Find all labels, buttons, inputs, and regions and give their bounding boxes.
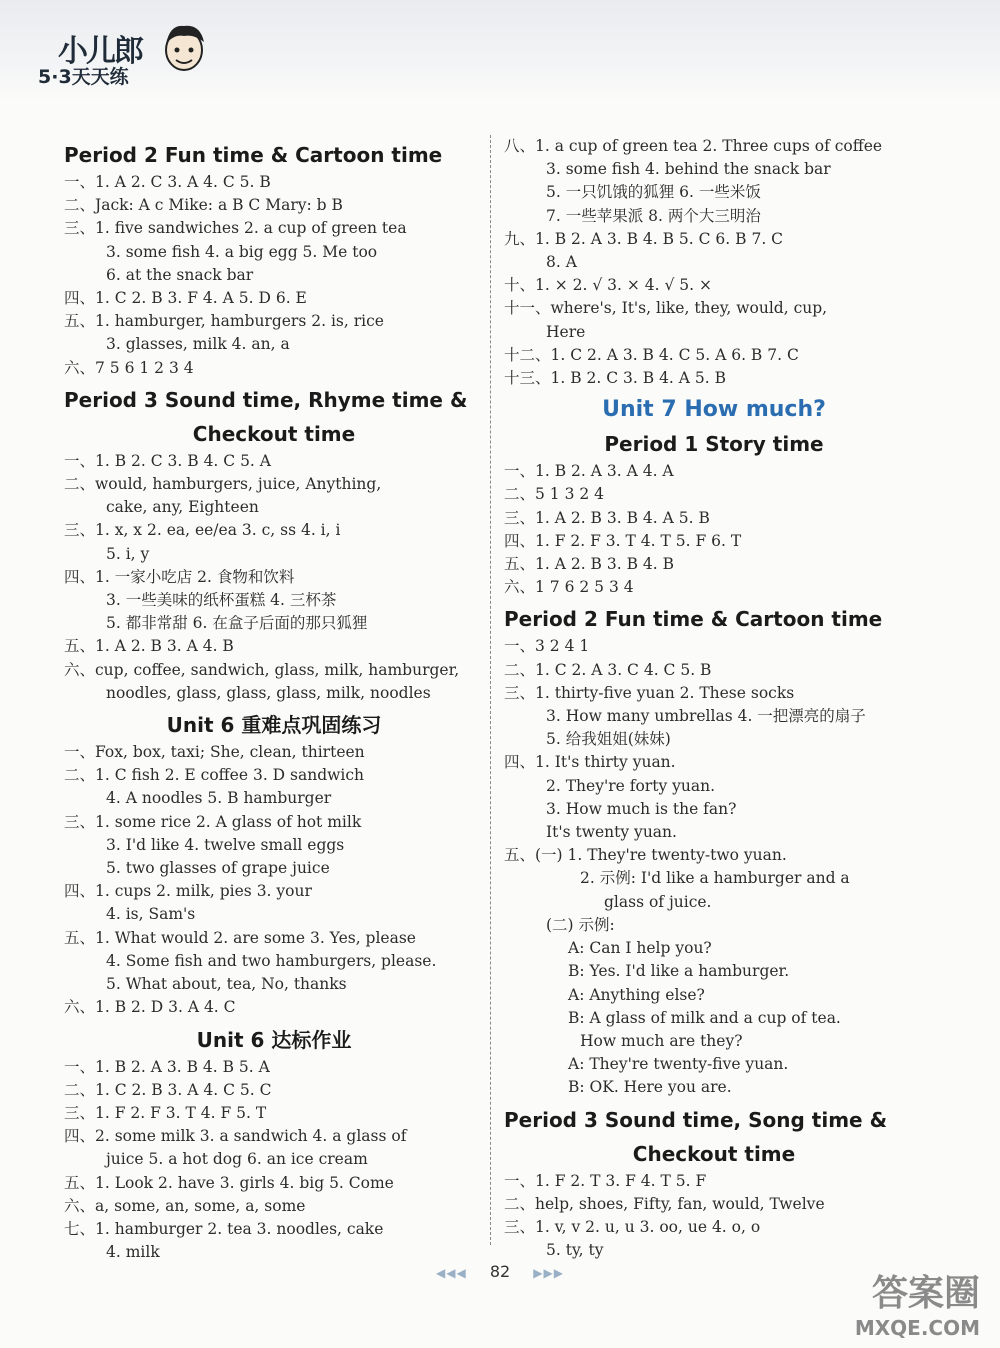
answer-line: B: OK. Here you are. [568, 1078, 732, 1097]
answer-line: 五、1. hamburger, hamburgers 2. is, rice [64, 312, 384, 331]
answer-line: 4. A noodles 5. B hamburger [106, 789, 332, 808]
answer-line: 一、1. A 2. C 3. A 4. C 5. B [64, 173, 271, 191]
watermark-site: MXQE.COM [854, 1316, 980, 1340]
answer-line: 3. I'd like 4. twelve small eggs [106, 835, 345, 854]
watermark [855, 1265, 980, 1340]
answer-line: It's twenty yuan. [546, 823, 677, 842]
answer-line: 二、1. C fish 2. E coffee 3. D sandwich [64, 766, 365, 785]
answer-line: glass of juice. [604, 892, 712, 911]
answer-line: (二) 示例: [546, 915, 615, 934]
answer-line: 4. milk [106, 1243, 160, 1262]
answer-line: 3. glasses, milk 4. an, a [106, 335, 290, 354]
answer-line: 三、1. five sandwiches 2. a cup of green tea [64, 219, 407, 238]
answer-line: 8. A [546, 253, 577, 272]
answer-line: juice 5. a hot dog 6. an ice cream [106, 1150, 368, 1169]
answer-line: 5. 都非常甜 6. 在盒子后面的那只狐狸 [106, 614, 368, 633]
section-heading: Unit 7 How much? [602, 397, 826, 423]
answer-line: B: Yes. I'd like a hamburger. [568, 962, 790, 981]
answer-line: 十三、1. B 2. C 3. B 4. A 5. B [504, 369, 727, 388]
section-heading: Period 2 Fun time & Cartoon time [64, 143, 443, 167]
answer-line: 一、1. F 2. T 3. F 4. T 5. F [504, 1171, 707, 1190]
answer-line: 七、1. hamburger 2. tea 3. noodles, cake [64, 1219, 384, 1238]
page-number: 82 [489, 1262, 511, 1281]
section-heading: Unit 6 重难点巩固练习 [166, 713, 382, 738]
answer-line: 一、1. B 2. A 3. B 4. B 5. A [64, 1057, 270, 1076]
section-heading: Period 2 Fun time & Cartoon time [504, 607, 883, 632]
answer-line: 十二、1. C 2. A 3. B 4. C 5. A 6. B 7. C [504, 345, 799, 364]
answer-line: 5. 给我姐姐(妹妹) [546, 730, 671, 749]
answer-line: 3. some fish 4. a big egg 5. Me too [106, 242, 378, 261]
answer-line: cake, any, Eighteen [106, 498, 259, 517]
answer-line: 三、1. A 2. B 3. B 4. A 5. B [504, 508, 710, 527]
answer-line: How much are they? [580, 1031, 743, 1050]
section-heading: Checkout time [192, 421, 356, 446]
answer-line: 3. 一些美味的纸杯蛋糕 4. 三杯茶 [106, 591, 337, 610]
answer-line: 三、1. thirty-five yuan 2. These socks [504, 683, 795, 702]
answer-line: 八、1. a cup of green tea 2. Three cups of coffee [504, 137, 883, 155]
answer-line: 五、1. What would 2. are some 3. Yes, please [64, 928, 416, 947]
answer-line: 五、1. A 2. B 3. A 4. B [64, 637, 234, 656]
answer-line: 四、1. cups 2. milk, pies 3. your [64, 882, 312, 901]
answer-line: 六、a, some, an, some, a, some [64, 1196, 306, 1215]
answer-line: 五、1. A 2. B 3. B 4. B [504, 555, 675, 574]
answer-line: 四、1. F 2. F 3. T 4. T 5. F 6. T [504, 531, 742, 550]
answer-line: 一、3 2 4 1 [504, 637, 590, 656]
answer-line: 一、1. B 2. A 3. A 4. A [504, 462, 674, 481]
page-footer [0, 1262, 1000, 1281]
answer-line: A: Anything else? [568, 985, 705, 1004]
answer-line: 四、1. C 2. B 3. F 4. A 5. D 6. E [64, 289, 307, 308]
answer-line: 4. is, Sam's [106, 905, 196, 924]
series-name: 5·3天天练 [38, 66, 129, 88]
prev-arrows-icon: ◀◀◀ [436, 1266, 467, 1280]
answer-line: Here [546, 322, 586, 341]
answer-line: noodles, glass, glass, glass, milk, noodles [106, 683, 431, 702]
answer-line: 二、5 1 3 2 4 [504, 485, 605, 504]
answer-line: 2. They're forty yuan. [546, 776, 716, 795]
answer-line: 二、1. C 2. B 3. A 4. C 5. C [64, 1080, 272, 1099]
answer-line: 九、1. B 2. A 3. B 4. B 5. C 6. B 7. C [504, 229, 784, 248]
answer-line: 三、1. some rice 2. A glass of hot milk [64, 812, 362, 831]
answer-line: 5. i, y [106, 544, 150, 563]
answer-line: 四、2. some milk 3. a sandwich 4. a glass of [64, 1127, 407, 1146]
answer-line: B: A glass of milk and a cup of tea. [568, 1008, 841, 1027]
answer-line: 5. What about, tea, No, thanks [106, 975, 347, 994]
answer-line: 六、cup, coffee, sandwich, glass, milk, hamburger, [64, 660, 460, 679]
answer-line: 4. Some fish and two hamburgers, please. [106, 951, 437, 970]
answer-line: 四、1. It's thirty yuan. [504, 753, 676, 772]
answer-line: 三、1. v, v 2. u, u 3. oo, ue 4. o, o [504, 1217, 761, 1236]
answer-line: 三、1. x, x 2. ea, ee/ea 3. c, ss 4. i, i [64, 521, 341, 540]
answer-line: 5. two glasses of grape juice [106, 859, 330, 878]
answer-line: 二、help, shoes, Fifty, fan, would, Twelve [504, 1194, 825, 1213]
answer-line: A: They're twenty-five yuan. [568, 1055, 789, 1074]
answer-line: 一、Fox, box, taxi; She, clean, thirteen [64, 743, 365, 762]
watermark-title: 答案圈 [871, 1273, 980, 1314]
answer-line: 六、1 7 6 2 5 3 4 [504, 578, 634, 597]
answer-line: 二、would, hamburgers, juice, Anything, [64, 475, 382, 494]
answer-column-left [64, 135, 484, 1264]
answer-line: 六、7 5 6 1 2 3 4 [64, 358, 194, 377]
section-heading: Checkout time [632, 1141, 796, 1166]
answer-line: 三、1. F 2. F 3. T 4. F 5. T [64, 1103, 267, 1122]
answer-line: 3. How many umbrellas 4. 一把漂亮的扇子 [546, 707, 866, 726]
answer-line: 十一、where's, It's, like, they, would, cup, [504, 299, 828, 318]
answer-line: 五、1. Look 2. have 3. girls 4. big 5. Come [64, 1173, 394, 1192]
answer-line: 五、(一) 1. They're twenty-two yuan. [504, 846, 787, 865]
mascot-icon [160, 20, 208, 80]
answer-line: 六、1. B 2. D 3. A 4. C [64, 998, 236, 1017]
answer-line: A: Can I help you? [568, 939, 712, 958]
section-heading: Period 3 Sound time, Rhyme time & [64, 387, 468, 412]
answer-line: 3. some fish 4. behind the snack bar [546, 160, 831, 179]
answer-line: 二、1. C 2. A 3. C 4. C 5. B [504, 660, 712, 679]
column-divider [490, 135, 491, 1245]
section-heading: Period 3 Sound time, Song time & [504, 1107, 888, 1132]
answer-column-right [504, 135, 924, 1262]
answer-line: 5. 一只饥饿的狐狸 6. 一些米饭 [546, 183, 761, 202]
answer-line: 十、1. × 2. √ 3. × 4. √ 5. × [504, 276, 713, 295]
answer-line: 二、Jack: A c Mike: a B C Mary: b B [64, 196, 343, 215]
answer-line: 3. How much is the fan? [546, 799, 737, 818]
brand-logo: 小儿郎 [58, 34, 142, 69]
section-heading: Period 1 Story time [604, 432, 824, 457]
page-header [0, 0, 1000, 100]
answer-line: 5. ty, ty [546, 1241, 604, 1260]
answer-line: 四、1. 一家小吃店 2. 食物和饮料 [64, 567, 295, 586]
answer-line: 6. at the snack bar [106, 265, 254, 284]
answer-line: 7. 一些苹果派 8. 两个大三明治 [546, 206, 761, 225]
answer-line: 2. 示例: I'd like a hamburger and a [580, 869, 850, 888]
section-heading: Unit 6 达标作业 [196, 1027, 352, 1052]
next-arrows-icon: ▶▶▶ [533, 1266, 564, 1280]
answer-line: 一、1. B 2. C 3. B 4. C 5. A [64, 451, 271, 470]
